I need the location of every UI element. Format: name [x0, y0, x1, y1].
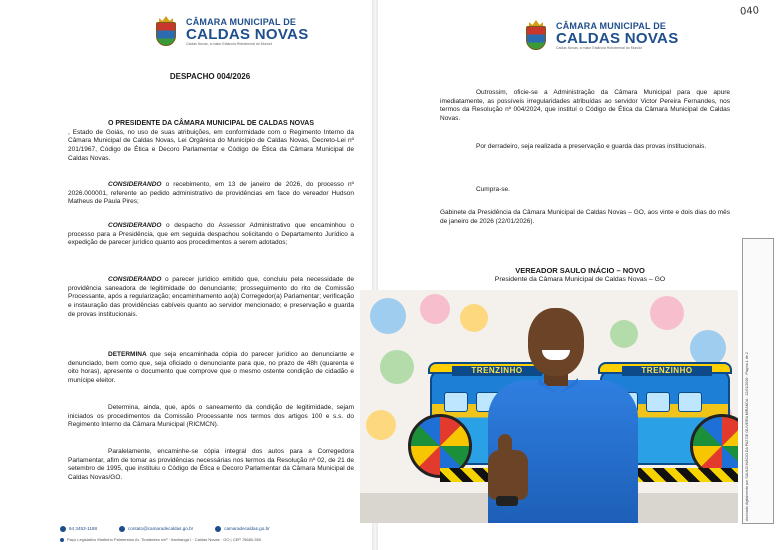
considerando-3-text: o parecer jurídico emitido que, concluiu pela necessidade de providência saneadora de legitimidade do denunciante; prosseguimento do rito de Comissão Processante, após a regularização; encaminhamento ao(à) Corregedor(a) Parlamentar; verificação e instauração das providências cabíveis quanto ao servidor mencionado; e preservação e guarda de provas institucionais. — [68, 276, 354, 318]
org-name-line2-right: CALDAS NOVAS — [556, 29, 679, 47]
councilman-photo — [488, 308, 638, 523]
considerando-3-label: CONSIDERANDO — [108, 276, 162, 283]
train-sign-large: TRENZINHO — [622, 366, 712, 376]
derradeiro-paragraph: Por derradeiro, seja realizada a preservação e guarda das provas institucionais. — [476, 143, 707, 150]
cartoon-doodle — [650, 296, 684, 330]
cartoon-doodle — [380, 350, 414, 384]
globe-icon — [215, 526, 221, 532]
signer-name: VEREADOR SAULO INÁCIO – NOVO — [515, 266, 645, 275]
page-footer — [60, 526, 370, 542]
considerando-2 — [68, 222, 354, 248]
opening-paragraph — [68, 120, 354, 164]
campaign-photo — [360, 290, 738, 523]
left-page — [0, 0, 372, 550]
considerando-1-text: o recebimento, em 13 de janeiro de 2026, do processo nº 2026.000001, referente ao pedido administrativo de providências em face do vereador Hudson Matheus de Paula Pires; — [68, 181, 354, 206]
considerando-2-label: CONSIDERANDO — [108, 222, 162, 229]
org-name-line1: CÂMARA MUNICIPAL DE — [186, 16, 297, 27]
considerando-1 — [68, 181, 354, 207]
crest-icon — [152, 16, 180, 48]
handwritten-page-number: 040 — [739, 5, 760, 18]
ainda-paragraph: Determina, ainda, que, após o saneamento da condição de legitimidade, sejam iniciados os procedimentos da Comissão Processante nos termos dos artigos 100 e s.s. do Regimento Interno da Câmara Municipal (RICMCN). — [68, 404, 354, 429]
train-sign-small: TRENZINHO — [452, 366, 542, 376]
determina-label: DETERMINA — [108, 351, 147, 358]
smartwatch-icon — [496, 496, 518, 506]
considerando-1-label: CONSIDERANDO — [108, 181, 162, 188]
location-pin-icon — [60, 538, 64, 542]
cartoon-doodle — [460, 304, 488, 332]
cartoon-doodle — [370, 298, 406, 334]
document-title: DESPACHO 004/2026 — [169, 72, 251, 81]
whatsapp-icon — [60, 526, 66, 532]
opening-text: , Estado de Goiás, no uso de suas atribuições, em conformidade com o Regimento Interno da Câmara Municipal de Caldas Novas, Lei Orgânica do Município de Caldas Novas, Decreto-Lei nº 201/1967, Código de Ética e Decoro Parlamentar e Código de Ética da Câmara Municipal de Caldas Novas. — [68, 128, 354, 162]
gabinete-paragraph: Gabinete da Presidência da Câmara Municipal de Caldas Novas – GO, aos vinte e dois dias do mês de janeiro de 2026 (22/01/2026). — [440, 209, 730, 225]
determina-text: que seja encaminhada cópia do parecer jurídico ao denunciante e denunciado, bem como que, seja oficiado o denunciante para que, no prazo de 48h (quarenta e oito horas), apresente o documento que comprove que o mesmo ostente condição de cidadão e munícipe eleitor. — [68, 351, 354, 385]
opening-bold: O PRESIDENTE DA CÂMARA MUNICIPAL DE CALDAS NOVAS — [108, 120, 314, 127]
chamber-logo — [152, 16, 309, 48]
mail-icon — [119, 526, 125, 532]
org-name-line1-right: CÂMARA MUNICIPAL DE — [556, 20, 667, 31]
org-name-line2: CALDAS NOVAS — [186, 25, 309, 43]
cumpra-se: Cumpra-se. — [476, 186, 510, 193]
thumbs-up-icon — [488, 450, 528, 500]
signer-role: Presidente da Câmara Municipal de Caldas Novas – GO — [494, 276, 666, 283]
footer-email[interactable]: contato@camaradecaldas.go.br — [119, 526, 193, 532]
considerando-3 — [68, 276, 354, 320]
footer-site[interactable]: camaradecaldas.go.br — [215, 526, 269, 532]
footer-address: Paço Legislativo Martinho Palmerston Ar. Tiradentes s/nº · Itanhangá I · Caldas Novas · GO | CEP 75680-350 — [67, 537, 262, 542]
footer-phone: 64 3453-1188 — [60, 526, 97, 532]
chamber-logo-right — [522, 20, 679, 52]
org-tagline-right: Caldas Novas, a maior Estância Hidrotermal do Mundo! — [556, 45, 643, 50]
considerando-2-text: o despacho do Assessor Administrativo que encaminhou o processo para a Presidência, que em seguida despachou solicitando o Departamento Jurídico a expedição de parecer jurídico quanto aos procedimentos a serem adotados; — [68, 222, 354, 247]
stamp-text: Assinado digitalmente por SAULO INÁCIO DA PAZ DE OLIVEIRA MIRANDA · 22/01/2026 · Página 1 de 2 — [745, 352, 749, 521]
cartoon-doodle — [366, 410, 396, 440]
determina-paragraph — [68, 351, 354, 386]
cartoon-doodle — [690, 330, 726, 366]
outrossim-paragraph: Outrossim, oficie-se a Administração da Câmara Municipal para que apure imediatamente, as possíveis irregularidades atribuídas ao servidor Victor Pereira Fernandes, nos termos da Resolução nº 004/2024, que instituí o Código de Ética da Câmara Municipal de Caldas Novas. — [440, 89, 730, 123]
digital-signature-stamp — [742, 238, 774, 524]
org-tagline: Caldas Novas, a maior Estância Hidrotermal do Mundo! — [186, 41, 273, 46]
cartoon-doodle — [420, 294, 450, 324]
paralelamente-paragraph: Paralelamente, encaminhe-se cópia integral dos autos para a Corregedora Parlamentar, afim de tomar as providências necessárias nos termos da Resolução nº 02, de 21 de setembro de 1995, que instituiu o Código de Ética e Decoro Parlamentar da Câmara Municipal de Caldas Novas/GO. — [68, 448, 354, 482]
crest-icon — [522, 20, 550, 52]
